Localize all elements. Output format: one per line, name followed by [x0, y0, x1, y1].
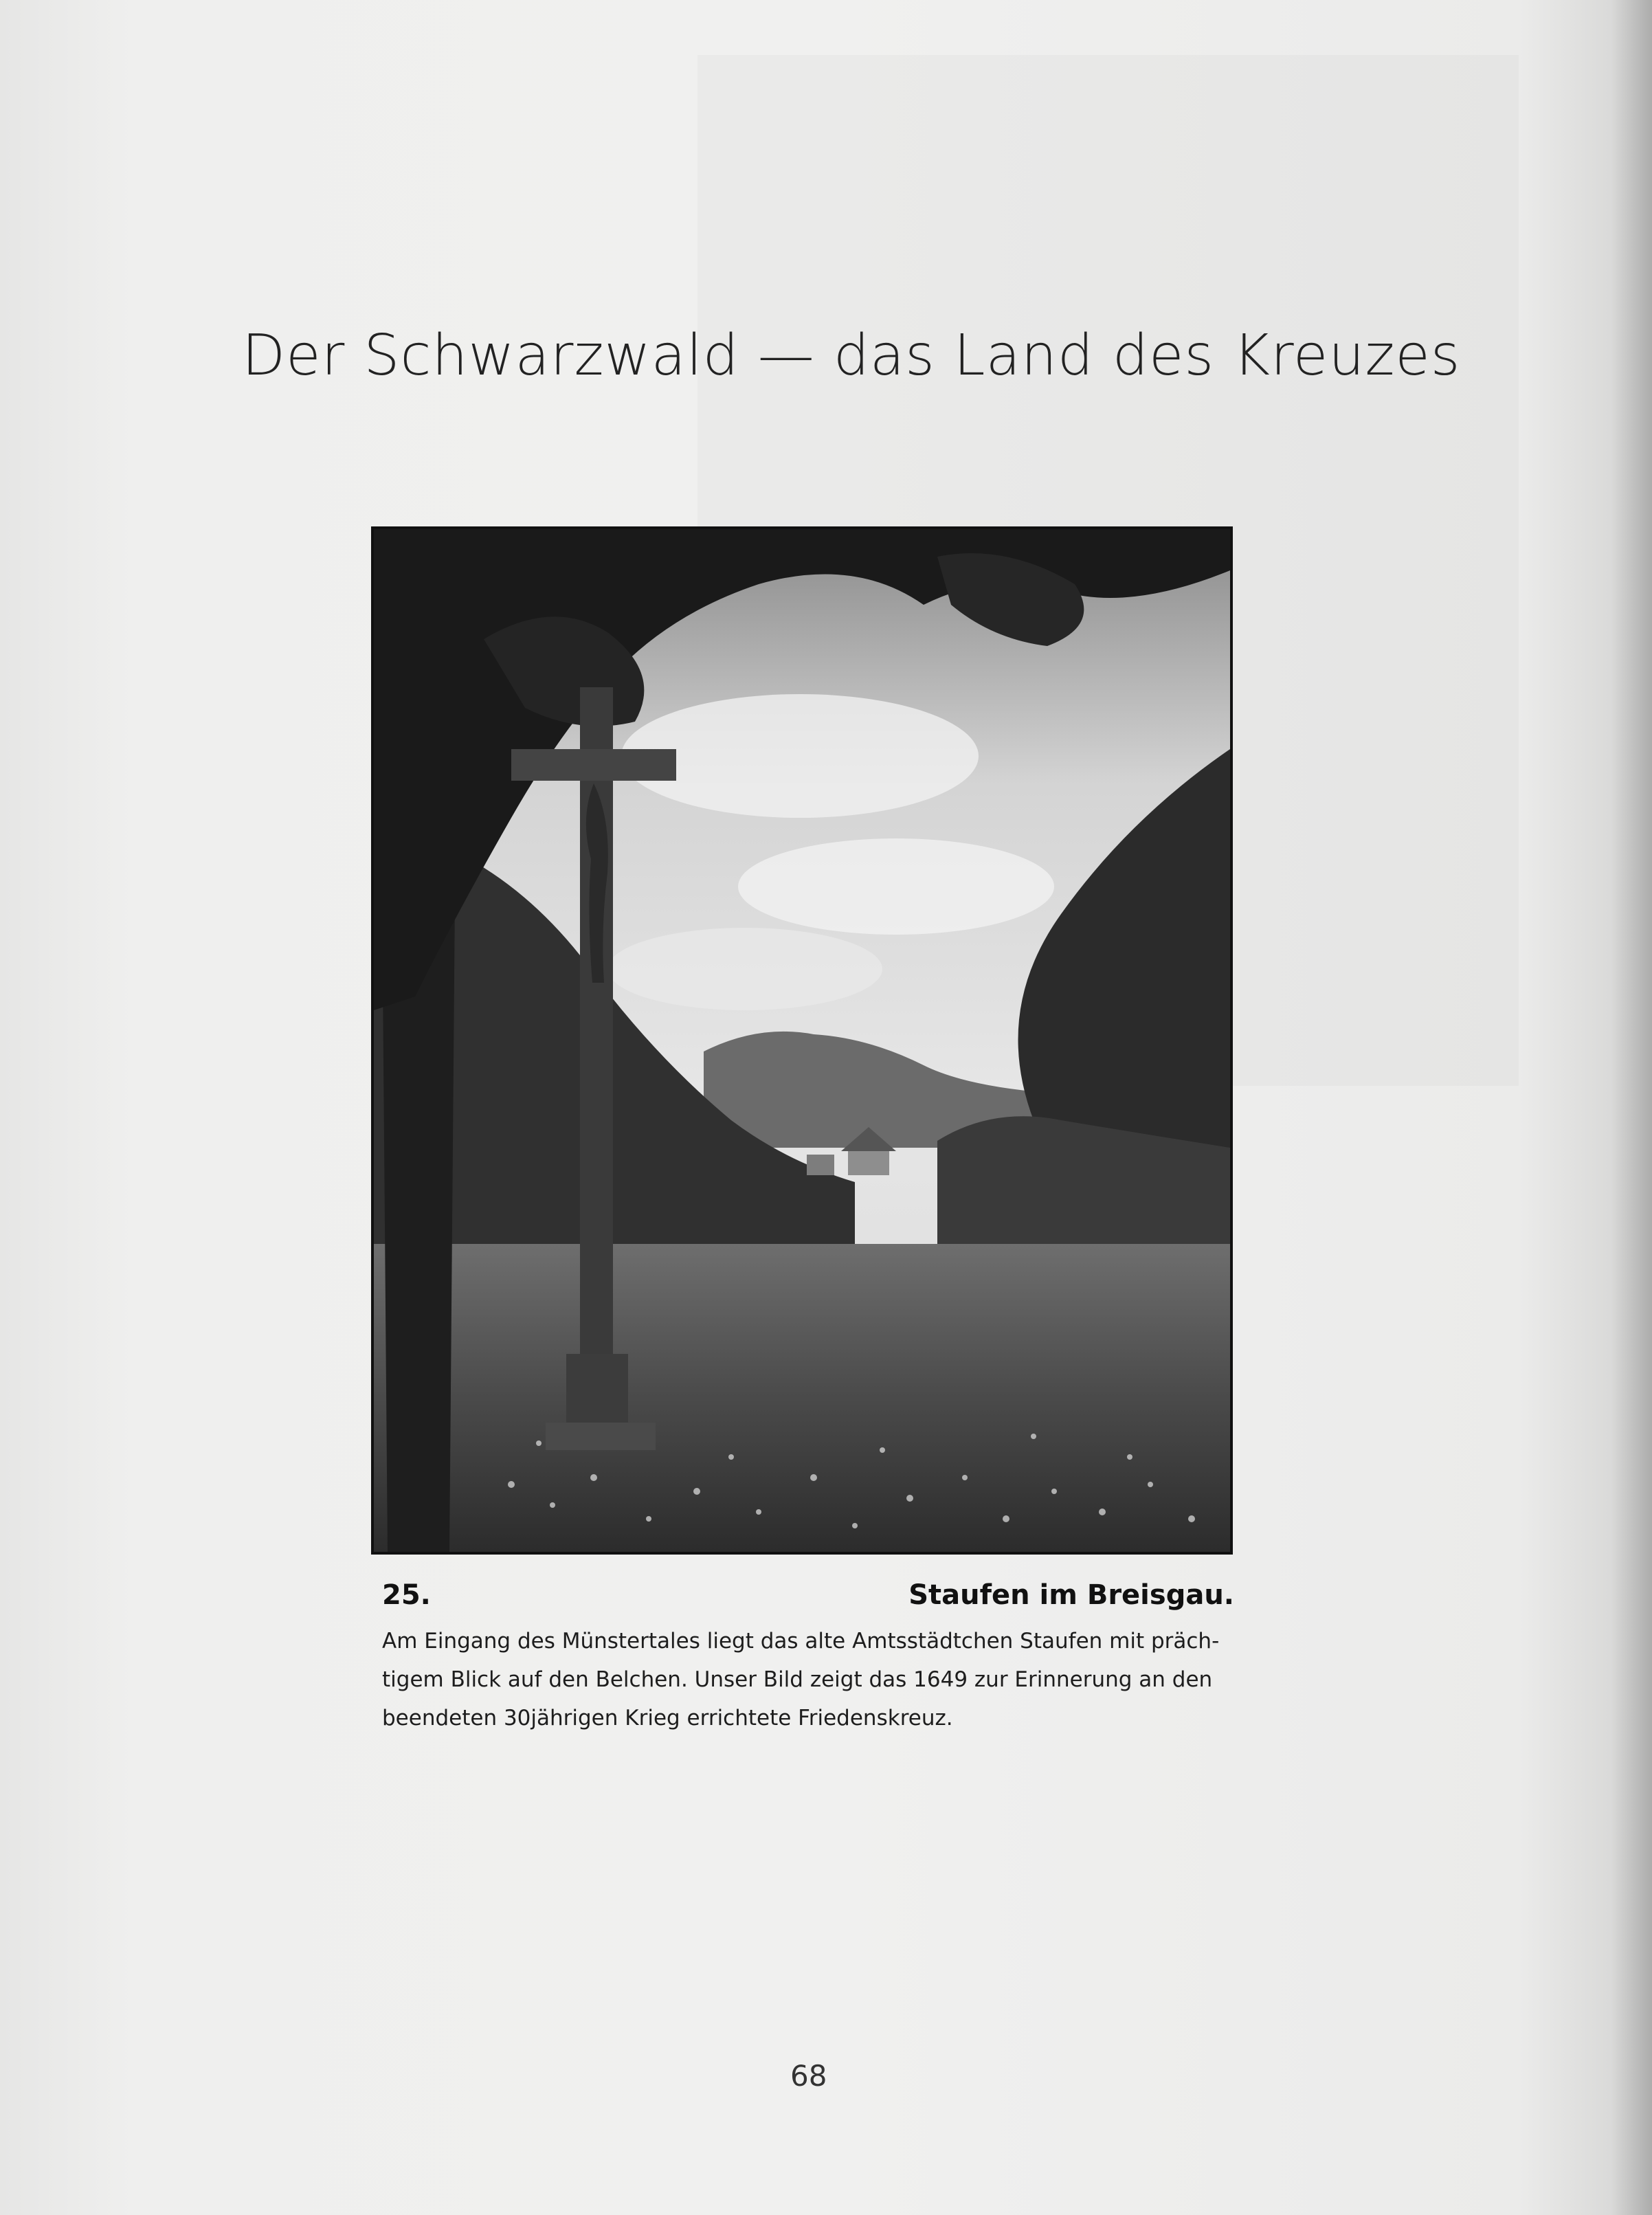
page-title: Der Schwarzwald — das Land des Kreuzes [242, 323, 1461, 388]
figure-place: Staufen im Breisgau. [908, 1579, 1234, 1611]
page-number: 68 [790, 2059, 827, 2093]
caption-line: beendeten 30jährigen Krieg errichtete Friedenskreuz. [382, 1706, 953, 1730]
book-spine-shadow [1611, 0, 1652, 2215]
figure-number: 25. [382, 1579, 431, 1611]
caption-line: tigem Blick auf den Belchen. Unser Bild zeigt das 1649 zur Erinnerung an den [382, 1667, 1213, 1692]
wayside-cross-photo [374, 529, 1230, 1552]
figure-caption [382, 1622, 1241, 1737]
caption-line: Am Eingang des Münstertales liegt das alte Amtsstädtchen Staufen mit präch- [382, 1629, 1220, 1654]
photograph [371, 526, 1233, 1555]
